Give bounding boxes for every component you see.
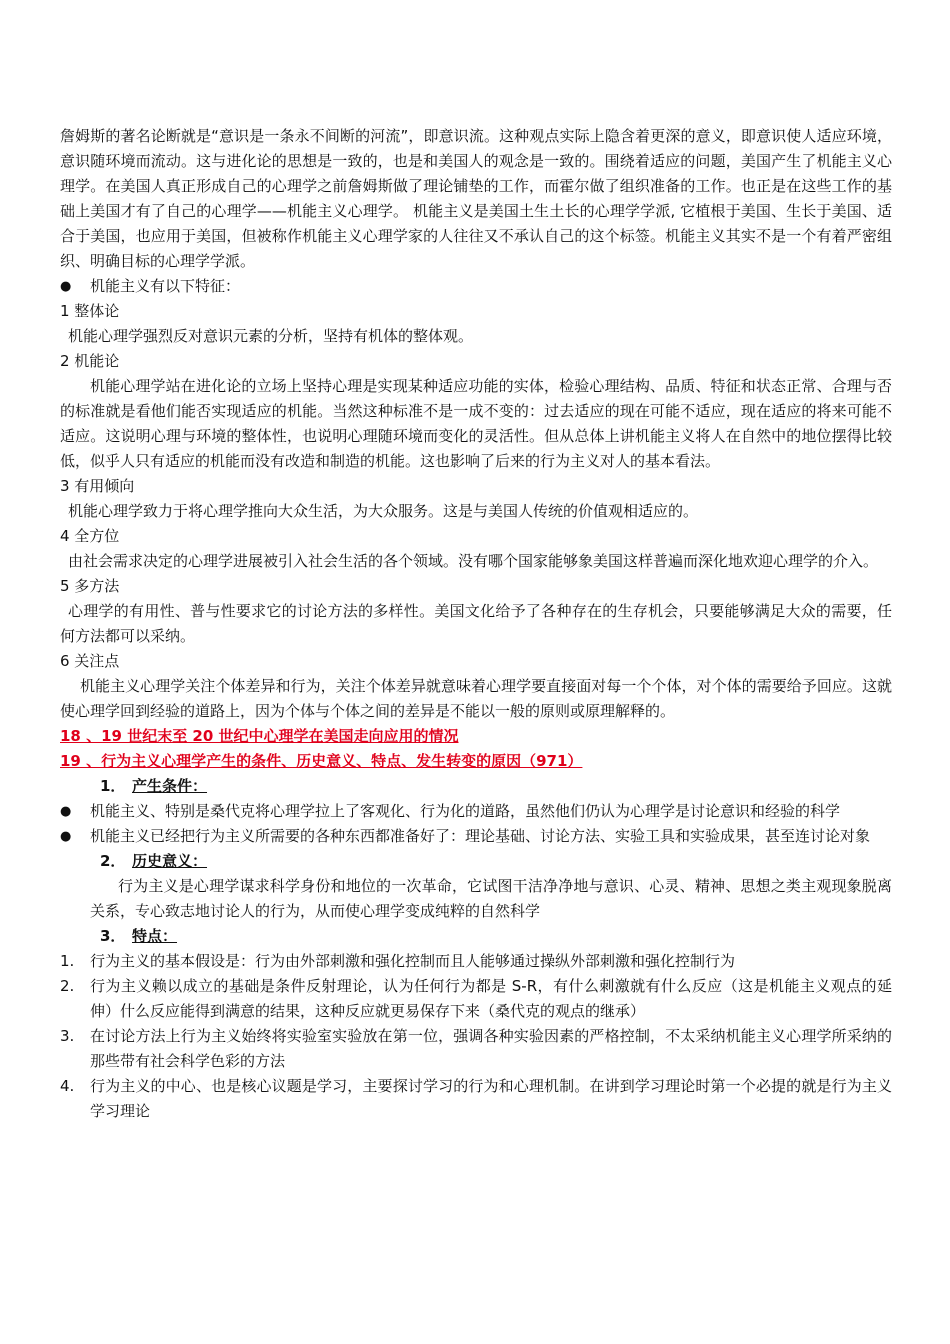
item-number: 2. <box>60 977 75 995</box>
section-2-text: 行为主义是心理学谋求科学身份和地位的一次革命，它试图干洁净净地与意识、心灵、精神、思想之类主观现象脱离关系，专心致志地讨论人的行为，从而使心理学变成纯粹的自然科学 <box>90 877 892 920</box>
heading-18: 18 、19 世纪末至 20 世纪中心理学在美国走向应用的情况 <box>60 727 459 745</box>
section-3-heading <box>60 924 892 949</box>
section-1-number: 1． <box>100 777 126 795</box>
item-number: 1. <box>60 952 75 970</box>
section-3-item-3-text: 在讨论方法上行为主义始终将实验室实验放在第一位，强调各种实验因素的严格控制，不太采纳机能主义心理学所采纳的那些带有社会科学色彩的方法 <box>90 1027 892 1070</box>
document-page <box>60 124 892 1124</box>
feature-text-3: 机能心理学致力于将心理学推向大众生活，为大众服务。这是与美国人传统的价值观相适应的。 <box>68 502 699 520</box>
section-3-item-4 <box>60 1074 892 1124</box>
section-3-title: 特点： <box>132 927 178 945</box>
section-2-body <box>60 874 892 924</box>
section-3-item-2-text: 行为主义赖以成立的基础是条件反射理论，认为任何行为都是 S-R，有什么刺激就有什么反应（这是机能主义观点的延伸）什么反应能得到满意的结果，这种反应就更易保存下来（桑代克的观点的继承） <box>90 977 892 1020</box>
feature-text-6: 机能主义心理学关注个体差异和行为，关注个体差异就意味着心理学要直接面对每一个个体，对个体的需要给予回应。这就使心理学回到经验的道路上，因为个体与个体之间的差异是不能以一般的原则或原理解释的。 <box>60 677 892 720</box>
feature-title-3: 3 有用倾向 <box>60 477 135 495</box>
bullet-icon: ● <box>60 829 72 844</box>
section-1-title: 产生条件： <box>132 777 208 795</box>
bullet-icon: ● <box>60 279 72 294</box>
section-2-heading <box>60 849 892 874</box>
item-number: 3. <box>60 1027 75 1045</box>
heading-19: 19 、行为主义心理学产生的条件、历史意义、特点、发生转变的原因（971） <box>60 752 583 770</box>
features-bullet-text: 机能主义有以下特征： <box>90 277 241 295</box>
section-3-number: 3． <box>100 927 126 945</box>
section-1-bullet-2-text: 机能主义已经把行为主义所需要的各种东西都准备好了：理论基础、讨论方法、实验工具和实验成果，甚至连讨论对象 <box>90 827 871 845</box>
feature-text-1: 机能心理学强烈反对意识元素的分析，坚持有机体的整体观。 <box>68 327 474 345</box>
section-1-bullet-1 <box>60 799 892 824</box>
section-1-bullet-1-text: 机能主义、特别是桑代克将心理学拉上了客观化、行为化的道路，虽然他们仍认为心理学是讨论意识和经验的科学 <box>90 802 841 820</box>
section-2-number: 2． <box>100 852 126 870</box>
features-bullet <box>60 274 892 299</box>
feature-text-4: 由社会需求决定的心理学进展被引入社会生活的各个领域。没有哪个国家能够象美国这样普遍而深化地欢迎心理学的介入。 <box>68 552 879 570</box>
section-3-item-4-text: 行为主义的中心、也是核心议题是学习，主要探讨学习的行为和心理机制。在讲到学习理论时第一个必提的就是行为主义学习理论 <box>90 1077 892 1120</box>
section-2-title: 历史意义： <box>132 852 208 870</box>
feature-title-4: 4 全方位 <box>60 527 120 545</box>
feature-text-2: 机能心理学站在进化论的立场上坚持心理是实现某种适应功能的实体，检验心理结构、品质、特征和状态正常、合理与否的标准就是看他们能否实现适应的机能。当然这种标准不是一成不变的：过去适应的现在可能不适应，现在适应的将来可能不适应。这说明心理与环境的整体性，也说明心理随环境而变化的灵活性。但从总体上讲机能主义将人在自然中的地位摆得比较低，似乎人只有适应的机能而没有改造和制造的机能。这也影响了后来的行为主义对人的基本看法。 <box>60 377 892 470</box>
section-3-item-1-text: 行为主义的基本假设是：行为由外部刺激和强化控制而且人能够通过操纵外部刺激和强化控制行为 <box>90 952 736 970</box>
feature-title-5: 5 多方法 <box>60 577 120 595</box>
feature-text-5: 心理学的有用性、普与性要求它的讨论方法的多样性。美国文化给予了各种存在的生存机会，只要能够满足大众的需要，任何方法都可以采纳。 <box>60 602 892 645</box>
item-number: 4. <box>60 1077 75 1095</box>
section-1-heading <box>60 774 892 799</box>
feature-title-2: 2 机能论 <box>60 352 120 370</box>
feature-title-1: 1 整体论 <box>60 302 120 320</box>
section-1-bullet-2 <box>60 824 892 849</box>
section-3-item-2 <box>60 974 892 1024</box>
bullet-icon: ● <box>60 804 72 819</box>
section-3-item-3 <box>60 1024 892 1074</box>
intro-paragraph: 詹姆斯的著名论断就是“意识是一条永不间断的河流”，即意识流。这种观点实际上隐含着更深的意义，即意识使人适应环境，意识随环境而流动。这与进化论的思想是一致的，也是和美国人的观念是一致的。围绕着适应的问题，美国产生了机能主义心理学。在美国人真正形成自己的心理学之前詹姆斯做了理论铺垫的工作，而霍尔做了组织准备的工作。也正是在这些工作的基础上美国才有了自己的心理学——机能主义心理学。 机能主义是美国土生土长的心理学学派, 它植根于美国、生长于美国、适合于美国，也应用于美国，但被称作机能主义心理学家的人往往又不承认自己的这个标签。机能主义其实不是一个有着严密组织、明确目标的心理学学派。 <box>60 127 892 270</box>
feature-title-6: 6 关注点 <box>60 652 120 670</box>
section-3-item-1 <box>60 949 892 974</box>
